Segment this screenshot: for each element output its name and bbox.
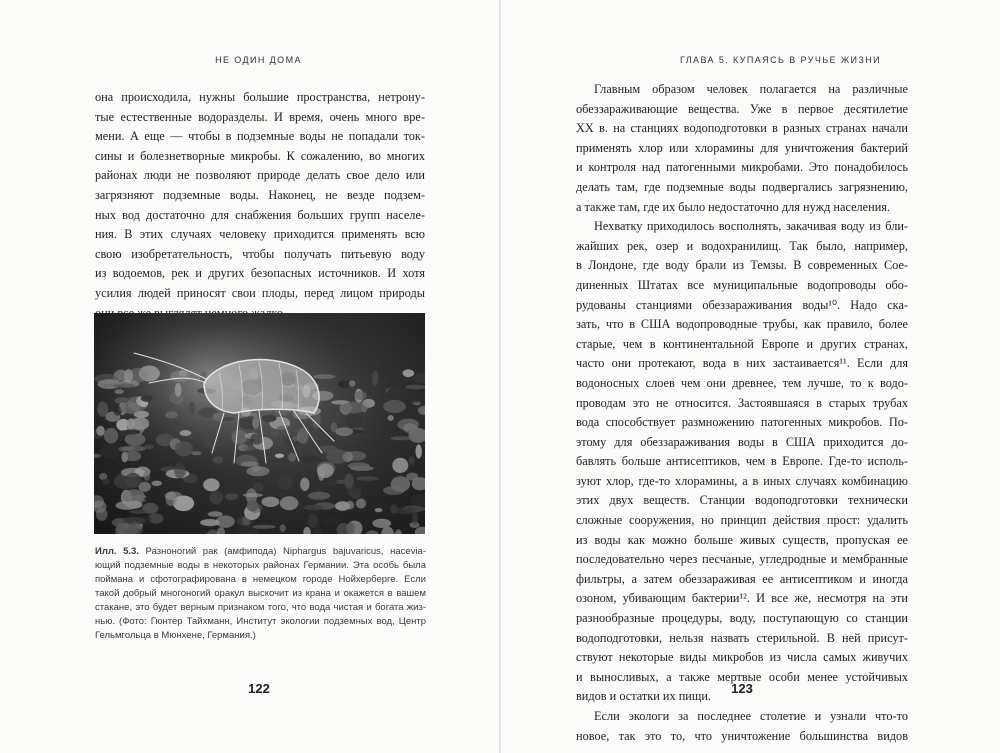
text-line: зать, что в США водопроводные трубы, как правило, более [576,317,908,332]
caption-line: стакане, это будет верным признаком того, что вода чистая и богата жиз- [95,602,426,613]
pebble [345,413,363,428]
pebble [113,384,134,388]
amphipod-illustration [94,313,425,534]
pebble [175,441,193,456]
text-line: этих двух веществ. Станции водоподготовки технически [576,493,908,508]
text-line: ных вод достаточно для снабжения больших групп населе- [95,207,425,222]
text-line: сложные сооружения, но принцип действия прост: удалить [576,513,908,528]
pebble [203,434,221,448]
pebble [189,402,195,414]
pebble [326,478,337,486]
text-line: Если экологи за последнее столетие и узнали что-то [594,709,908,723]
pebble [127,418,134,429]
text-line: жайших рек, озер и водохранилищ. Так было, например, [576,238,908,253]
pebble [129,510,147,514]
pebble [151,481,162,486]
pebble [375,508,383,512]
pebble [129,446,135,450]
text-line: мени. А еще — чтобы в подземные воды не попадали ток- [95,129,425,144]
pebble [243,493,263,497]
text-line: разнообразные процедуры, воду, поступающую со станции [576,611,908,626]
pebble [407,397,423,403]
text-line: фильтры, а затем обеззараживая ее антисептиком и иногда [576,571,908,586]
right-page [501,0,1000,753]
text-line: бавлять больше антисептиков, чем в Европе. Где-то исполь- [576,454,908,469]
pebble [390,436,413,440]
pebble [279,475,293,490]
text-line: а также там, где их было недостаточно для нужд населения. [576,199,891,214]
pebble [383,428,393,435]
text-line: новое, так это то, что уничтожение большинства видов [576,728,908,743]
text-line: Главным образом человек полагается на различные [594,82,908,96]
caption-line: поймана и сфотографирована в немецком городе Нойхерберге. Если [95,574,426,585]
text-line: сины и болезнетворные микробы. К сожалению, во многих [95,148,425,163]
pebble [372,371,379,386]
pebble [175,383,182,396]
text-line: районах люди не позволяют природе делать свое дело или [95,168,425,183]
text-line: водоносных слоев чем они древнее, тем лучше, то к водо- [576,375,908,390]
text-line: последовательно через песчаные, угледродные и мембранные [576,552,908,567]
text-line: из воды как можно больше живых существ, пропуская ее [576,532,908,547]
text-line: тые естественные водоразделы. И время, очень много вре- [95,109,425,124]
pebble [383,400,406,413]
pebble [354,391,366,400]
amphipod-photo [94,313,425,534]
pebble [335,427,353,436]
text-line: водоподготовки, нельзя назвать стерильной. В ней присут- [576,630,908,645]
text-line: рудованы станциями обеззараживания воды¹⁰. Надо ска- [576,297,908,312]
text-line: в Лондоне, где воду брали из Темзы. В современных Сое- [576,258,908,273]
pebble [102,478,110,485]
pebble [200,519,219,526]
pebble [209,491,223,504]
page-number-right: 123 [731,681,753,696]
pebble [349,380,356,387]
pebble [280,496,299,510]
text-line: из водоемов, рек и других безопасных источников. И хотя [95,266,425,281]
text-line: старые, чем в континентальной Европе и других странах, [576,336,908,351]
pebble [96,508,108,521]
pebble [308,492,330,500]
caption-line: Гельмгольца в Мюнхене, Германия.) [95,630,256,641]
left-page [0,0,499,753]
text-line: диненных Штатах все муниципальные водопроводы обо- [576,277,908,292]
text-line: и выносливых, а также мертвые особи менее устойчивых [576,669,908,684]
text-line: зуют хлор, где-то хлорамины, а в иных случаях комбинацию [576,473,908,488]
pebble [125,473,142,488]
pebble [250,433,263,444]
pebble [388,415,394,421]
pebble [253,483,264,492]
pebble [237,528,255,533]
pebble [99,445,120,458]
pebble [246,466,269,476]
pebble [372,519,391,528]
pebble [341,402,365,414]
pebble [323,516,339,527]
text-line: делать там, где подземные воды подвергались загрязнению, [576,179,908,194]
pebble [348,462,370,469]
pebble [174,463,186,478]
pebble [252,417,259,429]
text-line: этому для обеззараживания воды в США приходится до- [576,434,908,449]
text-line: видов и остатки их пищи. [576,689,711,704]
pebble [143,471,150,481]
pebble [395,507,415,514]
pebble [144,444,154,449]
pebble [403,369,415,377]
pebble [416,444,422,458]
pebble [262,497,280,507]
pebble [165,411,178,418]
caption-text: Разноногий рак (амфипода) Niphargus bajuvaricus, насеvia- [145,546,426,557]
pebble [123,451,141,461]
pebble [125,433,146,446]
text-line: загрязняют подземные воды. Наконец, не везде подзем- [95,187,425,202]
pebble [122,430,141,435]
pebble [241,461,259,466]
running-head-right: ГЛАВА 5. КУПАЯСЬ В РУЧЬЕ ЖИЗНИ [679,55,882,65]
pebble [303,505,323,511]
pebble [391,476,411,492]
pebble [344,451,366,461]
text-line: вода способствует размножению патогенных микробов. По- [576,415,908,430]
pebble [247,500,259,511]
pebble [225,493,238,500]
pebble [232,430,248,445]
text-line: XX в. на станциях водоподготовки в разных странах начали [576,121,908,136]
pebble [392,458,408,473]
pebble [252,525,275,529]
text-line: ствуют некоторые виды микробов из числа самых живучих [576,650,908,665]
pebble [275,454,284,459]
pebble [344,473,353,489]
caption-line: нью. (Фото: Гюнтер Тайхманн, Институт экологии подземных вод, Центр [95,616,426,627]
pebble [96,426,105,436]
text-line: часто они протекают, вода в них застаивается¹¹. Если для [576,356,908,371]
pebble [180,430,192,436]
running-head-left: НЕ ОДИН ДОМА [215,55,302,65]
figure-caption [95,545,426,643]
pebble [208,511,223,517]
pebble [126,501,142,509]
pebble [160,421,180,427]
text-line: Нехватку приходилось восполнять, закачивая воду из бли- [594,219,908,234]
pebble [115,389,124,394]
pebble [280,524,286,532]
pebble [356,498,366,508]
pebble [203,478,219,491]
caption-line [95,545,426,559]
text-line: ния. В этих случаях человеку приходится применять всю [95,227,425,242]
pebble [346,501,354,510]
pebble [141,395,153,402]
pebble [191,451,201,455]
pebble [356,476,379,480]
caption-line: ющий подземные воды в некоторых районах Германии. Эта особь была [95,560,426,571]
pebble [262,415,277,422]
text-line: свою изобретательность, чтобы получать питьевую воду [95,246,425,261]
text-line: применять хлор или хлорамины для уничтожения бактерий [576,140,908,155]
page-number-left: 122 [248,681,270,696]
text-line: и контроля над патогенными микробами. Это понадобилось [576,160,908,175]
pebble [408,456,415,465]
text-line: она происходила, нужны большие пространства, нетрону- [95,90,425,104]
right-body-text [576,80,908,746]
pebble [388,387,407,399]
pebble [314,374,336,379]
pebble [97,401,108,417]
pebble [300,478,309,491]
caption-line: такой добрый многоногий оракул выскочит из крана и окажется в вашем [95,588,426,599]
text-line: проводам это не относится. Застоявшаяся в старых трубах [576,395,908,410]
pebble [179,370,188,376]
pebble [288,453,296,462]
text-line: обеззараживающие вещества. Уже в первое десятилетие [576,101,908,116]
pebble [104,428,118,444]
caption-label: Илл. 5.3. [95,546,139,557]
pebble [165,491,182,500]
pebble [317,464,334,478]
pebble [300,456,322,464]
text-line: усилия людей приносят свои плоды, перед лицом природы [95,285,425,300]
text-line: озоном, убивающим бактерии¹². И все же, несмотря на эти [576,591,908,606]
left-body-text [95,88,425,323]
pebble [412,511,418,525]
pebble [213,456,224,463]
